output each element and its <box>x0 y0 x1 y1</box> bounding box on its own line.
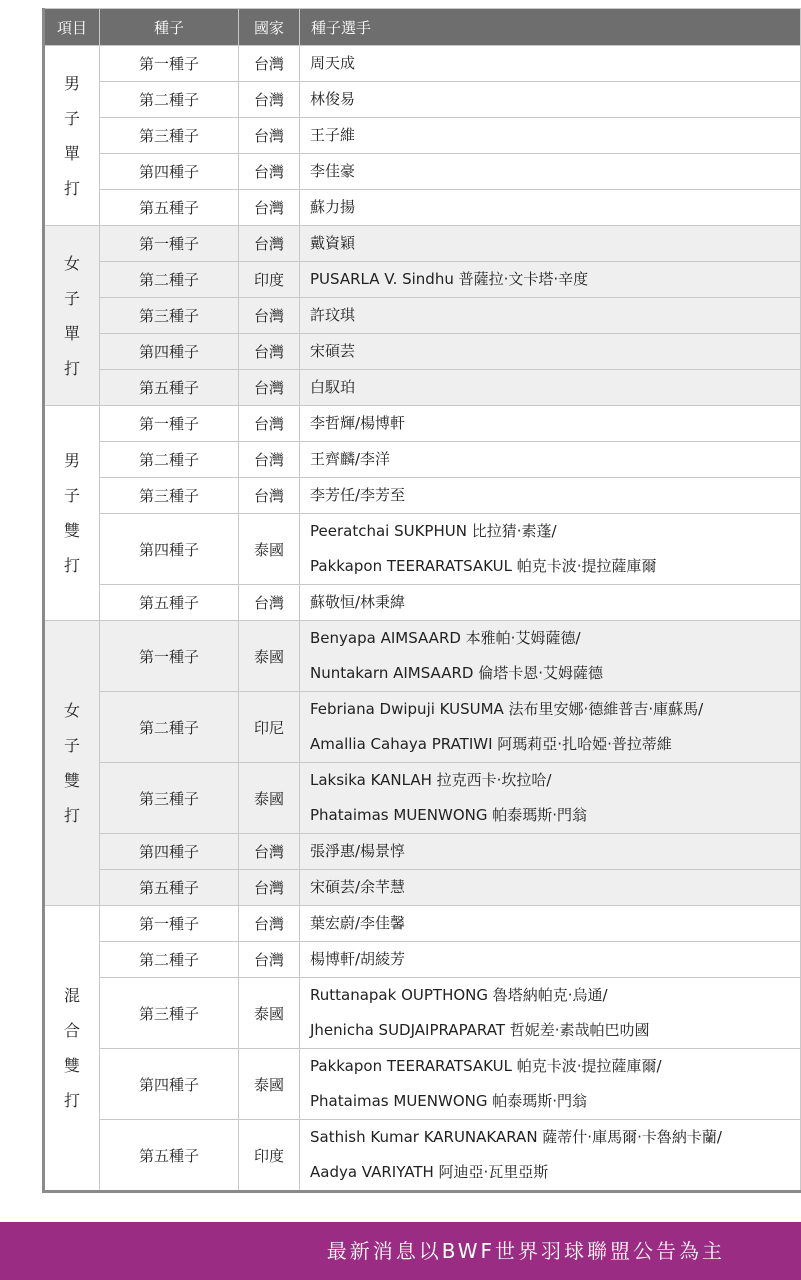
country-cell: 泰國 <box>239 763 300 834</box>
table-row <box>44 442 801 478</box>
country-cell: 台灣 <box>239 942 300 978</box>
event-category-char: 混 <box>63 986 80 1005</box>
seed-cell: 第二種子 <box>100 942 239 978</box>
seed-cell: 第一種子 <box>100 906 239 942</box>
seed-cell: 第五種子 <box>100 190 239 226</box>
seed-cell: 第三種子 <box>100 763 239 834</box>
event-group <box>44 226 801 406</box>
event-category-char: 打 <box>63 358 80 378</box>
players-cell <box>300 262 801 298</box>
player-name: Benyapa AIMSAARD 本雅帕·艾姆薩德/ <box>310 629 581 647</box>
player-name: Laksika KANLAH 拉克西卡·坎拉哈/ <box>310 771 552 789</box>
players-cell <box>300 406 801 442</box>
players-cell <box>300 478 801 514</box>
seed-cell: 第四種子 <box>100 154 239 190</box>
players-cell <box>300 692 801 763</box>
players-cell <box>300 226 801 262</box>
table-row <box>44 190 801 226</box>
event-category-char: 雙 <box>63 771 80 790</box>
player-name: 蘇敬恒/林秉緯 <box>310 593 406 611</box>
players-cell <box>300 514 801 585</box>
event-category-char: 子 <box>63 288 80 308</box>
players-cell <box>300 763 801 834</box>
player-name: Pakkapon TEERARATSAKUL 帕克卡波·提拉薩庫爾/ <box>310 1057 662 1075</box>
player-name: 李哲輝/楊博軒 <box>310 414 406 432</box>
players-cell <box>300 870 801 906</box>
country-cell: 台灣 <box>239 46 300 82</box>
country-cell: 台灣 <box>239 334 300 370</box>
players-cell <box>300 585 801 621</box>
players-cell <box>300 978 801 1049</box>
player-name: Nuntakarn AIMSAARD 倫塔卡恩·艾姆薩德 <box>310 664 603 682</box>
seed-cell: 第三種子 <box>100 978 239 1049</box>
event-category-cell <box>44 906 100 1192</box>
player-name: 周天成 <box>310 54 356 72</box>
seed-cell: 第五種子 <box>100 585 239 621</box>
event-category-char: 女 <box>63 701 80 720</box>
players-cell <box>300 298 801 334</box>
seed-table <box>42 8 801 1193</box>
table-row <box>44 514 801 585</box>
player-name: Jhenicha SUDJAIPRAPARAT 哲妮差·素哉帕巴叻國 <box>310 1021 650 1039</box>
country-cell: 泰國 <box>239 621 300 692</box>
table-row <box>44 1120 801 1192</box>
country-cell: 台灣 <box>239 870 300 906</box>
seed-cell: 第五種子 <box>100 870 239 906</box>
player-name: 戴資穎 <box>310 234 356 252</box>
event-category-char: 打 <box>63 178 80 198</box>
event-group <box>44 46 801 226</box>
event-category-char: 子 <box>63 736 80 755</box>
table-header-row <box>44 9 801 46</box>
country-cell: 台灣 <box>239 834 300 870</box>
table-row <box>44 906 801 942</box>
player-name: Phataimas MUENWONG 帕泰瑪斯·門翁 <box>310 1092 588 1110</box>
country-cell: 台灣 <box>239 406 300 442</box>
header-seed: 種子 <box>100 9 239 46</box>
player-name: 許玟琪 <box>310 306 356 324</box>
players-cell <box>300 370 801 406</box>
player-name: Sathish Kumar KARUNAKARAN 薩蒂什·庫馬爾·卡魯納卡蘭/ <box>310 1128 722 1146</box>
event-category-char: 女 <box>63 253 80 273</box>
player-name: Peeratchai SUKPHUN 比拉猜·素蓬/ <box>310 522 557 540</box>
seed-cell: 第四種子 <box>100 334 239 370</box>
table-row <box>44 692 801 763</box>
table-row <box>44 942 801 978</box>
country-cell: 台灣 <box>239 154 300 190</box>
country-cell: 台灣 <box>239 478 300 514</box>
event-category-char: 打 <box>63 556 80 575</box>
event-category-char: 合 <box>63 1021 80 1040</box>
players-cell <box>300 442 801 478</box>
event-group <box>44 406 801 621</box>
seed-cell: 第四種子 <box>100 1049 239 1120</box>
player-name: Phataimas MUENWONG 帕泰瑪斯·門翁 <box>310 806 588 824</box>
event-category-char: 雙 <box>63 521 80 540</box>
table-row <box>44 834 801 870</box>
player-name: PUSARLA V. Sindhu 普薩拉·文卡塔·辛度 <box>310 270 589 288</box>
event-category-cell <box>44 226 100 406</box>
seed-cell: 第三種子 <box>100 298 239 334</box>
event-category-char: 打 <box>63 806 80 825</box>
country-cell: 台灣 <box>239 370 300 406</box>
players-cell <box>300 334 801 370</box>
players-cell <box>300 1120 801 1192</box>
country-cell: 台灣 <box>239 906 300 942</box>
seed-cell: 第二種子 <box>100 442 239 478</box>
players-cell <box>300 834 801 870</box>
event-category-char: 打 <box>63 1091 80 1110</box>
event-group <box>44 621 801 906</box>
seed-cell: 第二種子 <box>100 692 239 763</box>
table-row <box>44 46 801 82</box>
event-category-char: 男 <box>63 451 80 470</box>
seed-cell: 第一種子 <box>100 226 239 262</box>
table-row <box>44 1049 801 1120</box>
player-name: Aadya VARIYATH 阿迪亞·瓦里亞斯 <box>310 1163 549 1181</box>
country-cell: 台灣 <box>239 82 300 118</box>
table-row <box>44 262 801 298</box>
player-name: 李佳豪 <box>310 162 356 180</box>
header-category: 項目 <box>44 9 100 46</box>
country-cell: 印尼 <box>239 692 300 763</box>
country-cell: 泰國 <box>239 1049 300 1120</box>
players-cell <box>300 906 801 942</box>
player-name: 王子維 <box>310 126 356 144</box>
players-cell <box>300 46 801 82</box>
player-name: 李芳任/李芳至 <box>310 486 406 504</box>
table-row <box>44 82 801 118</box>
players-cell <box>300 942 801 978</box>
table-row <box>44 585 801 621</box>
country-cell: 泰國 <box>239 978 300 1049</box>
players-cell <box>300 1049 801 1120</box>
event-category-char: 單 <box>63 143 80 163</box>
seed-cell: 第四種子 <box>100 514 239 585</box>
player-name: 白馭珀 <box>310 378 356 396</box>
players-cell <box>300 82 801 118</box>
table-row <box>44 154 801 190</box>
event-category-char: 子 <box>63 486 80 505</box>
header-players: 種子選手 <box>300 9 801 46</box>
event-category-char: 單 <box>63 323 80 343</box>
seed-cell: 第一種子 <box>100 406 239 442</box>
table-row <box>44 298 801 334</box>
table-row <box>44 406 801 442</box>
table-row <box>44 478 801 514</box>
player-name: Pakkapon TEERARATSAKUL 帕克卡波·提拉薩庫爾 <box>310 557 657 575</box>
players-cell <box>300 154 801 190</box>
event-category-cell <box>44 621 100 906</box>
player-name: 張淨惠/楊景惇 <box>310 842 406 860</box>
player-name: 王齊麟/李洋 <box>310 450 391 468</box>
seed-cell: 第二種子 <box>100 82 239 118</box>
seed-cell: 第四種子 <box>100 834 239 870</box>
country-cell: 台灣 <box>239 226 300 262</box>
seed-cell: 第一種子 <box>100 621 239 692</box>
player-name: 宋碩芸 <box>310 342 356 360</box>
event-category-char: 子 <box>63 108 80 128</box>
player-name: Ruttanapak OUPTHONG 魯塔納帕克·烏通/ <box>310 986 608 1004</box>
country-cell: 印度 <box>239 262 300 298</box>
event-category-cell <box>44 46 100 226</box>
players-cell <box>300 621 801 692</box>
player-name: 葉宏蔚/李佳馨 <box>310 914 406 932</box>
players-cell <box>300 118 801 154</box>
player-name: 楊博軒/胡綾芳 <box>310 950 406 968</box>
header-country: 國家 <box>239 9 300 46</box>
event-category-char: 雙 <box>63 1056 80 1075</box>
country-cell: 泰國 <box>239 514 300 585</box>
seed-cell: 第三種子 <box>100 118 239 154</box>
country-cell: 台灣 <box>239 190 300 226</box>
country-cell: 台灣 <box>239 118 300 154</box>
player-name: Febriana Dwipuji KUSUMA 法布里安娜·德維普吉·庫蘇馬/ <box>310 700 704 718</box>
event-group <box>44 906 801 1192</box>
event-category-char: 男 <box>63 73 80 93</box>
player-name: Amallia Cahaya PRATIWI 阿瑪莉亞·扎哈婭·普拉蒂維 <box>310 735 672 753</box>
seed-cell: 第三種子 <box>100 478 239 514</box>
footer-notice-banner: 最新消息以BWF世界羽球聯盟公告為主 <box>0 1222 801 1280</box>
event-category-cell <box>44 406 100 621</box>
table-row <box>44 226 801 262</box>
seed-cell: 第二種子 <box>100 262 239 298</box>
player-name: 蘇力揚 <box>310 198 356 216</box>
seed-cell: 第五種子 <box>100 370 239 406</box>
country-cell: 台灣 <box>239 298 300 334</box>
table-row <box>44 621 801 692</box>
players-cell <box>300 190 801 226</box>
table-row <box>44 118 801 154</box>
seed-cell: 第一種子 <box>100 46 239 82</box>
player-name: 林俊易 <box>310 90 356 108</box>
table-row <box>44 870 801 906</box>
country-cell: 台灣 <box>239 442 300 478</box>
table-row <box>44 334 801 370</box>
country-cell: 台灣 <box>239 585 300 621</box>
table-row <box>44 978 801 1049</box>
player-name: 宋碩芸/余芊慧 <box>310 878 406 896</box>
table-row <box>44 763 801 834</box>
seed-cell: 第五種子 <box>100 1120 239 1192</box>
country-cell: 印度 <box>239 1120 300 1192</box>
table-row <box>44 370 801 406</box>
